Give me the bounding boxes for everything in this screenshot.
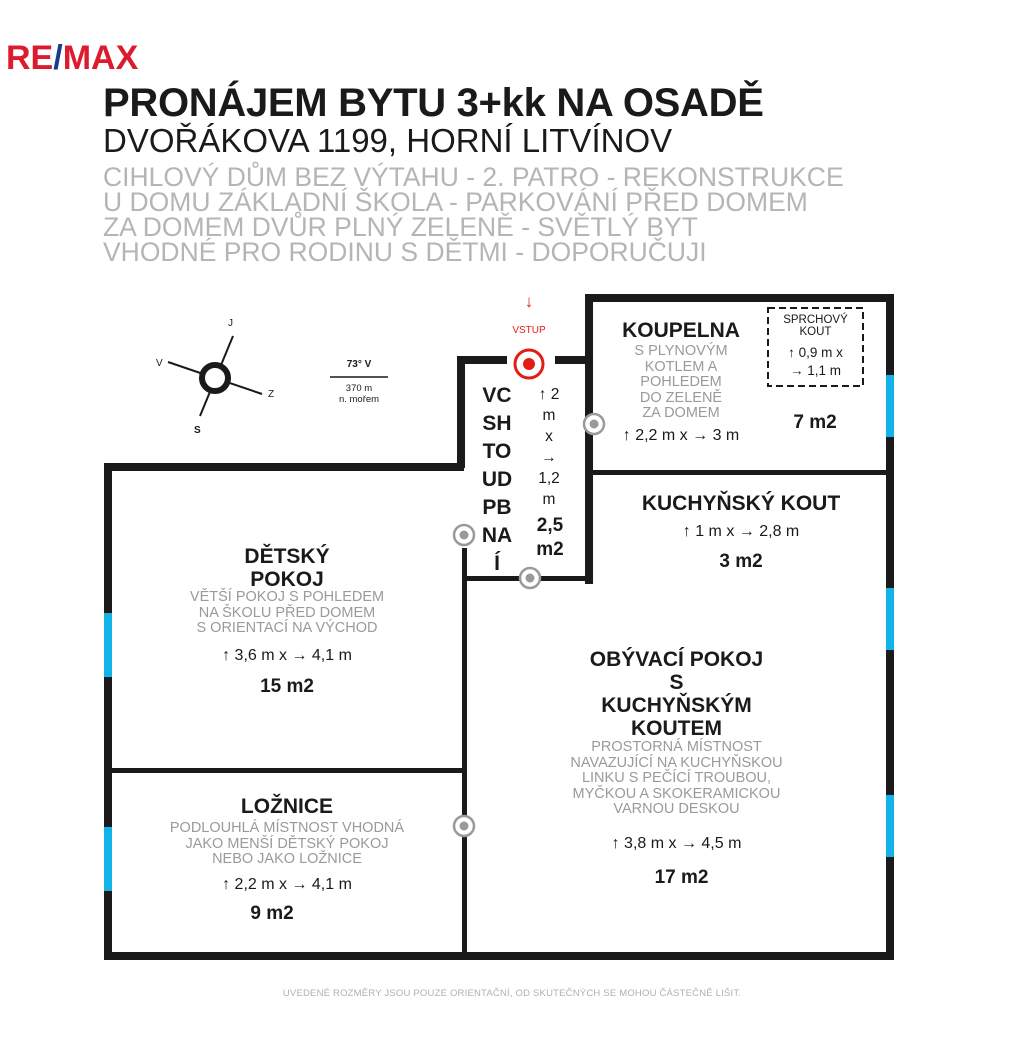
desc-line: NAVAZUJÍCÍ NA KUCHYŇSKOU [570, 754, 783, 771]
desc-line: ZA DOMEM [642, 405, 720, 421]
wall-bottom [104, 952, 894, 960]
wall-bathroom-left [585, 294, 593, 584]
compass-label-v: V [156, 358, 163, 369]
desc-line: NEBO JAKO LOŽNICE [212, 851, 362, 867]
room-dims-loznice: ↑ 2,2 m x → 4,1 m [222, 876, 352, 893]
hallway-letter-row: TO [482, 440, 512, 463]
title-line: KUCHYŇSKÝM [601, 694, 752, 717]
footer-disclaimer: UVEDENÉ ROZMĚRY JSOU POUZE ORIENTAČNÍ, OD SKUTEČNÝCH SE MOHOU ČÁSTEČNĚ LIŠIT. [282, 988, 742, 999]
title-line: OBÝVACÍ POKOJ [589, 648, 764, 671]
room-desc-obyvaci-pokoj [467, 740, 886, 818]
altitude-value: 370 m [345, 383, 373, 394]
wall-top-left [104, 463, 464, 471]
window [886, 588, 894, 650]
room-title-kuchynsky-kout: KUCHYŇSKÝ KOUT [641, 492, 841, 515]
room-desc-loznice [112, 821, 462, 868]
window [104, 827, 112, 891]
hallway-dim-line: m [542, 407, 556, 424]
desc-line: PROSTORNÁ MÍSTNOST [591, 739, 762, 755]
room-area-loznice: 9 m2 [250, 903, 294, 924]
shower-dim-line: → 1,1 m [789, 363, 841, 378]
hallway-dim-line: m [542, 491, 556, 508]
compass-label-j: J [228, 318, 233, 329]
logo-text-right: MAX [62, 39, 139, 77]
entry-arrow: ↓ [524, 292, 534, 311]
hallway-area-value: 2,5 [536, 515, 564, 536]
hallway-dim-line: 1,2 [538, 470, 560, 487]
entry-label: VSTUP [512, 325, 546, 336]
room-area-detsky-pokoj: 15 m2 [260, 676, 314, 697]
desc-line: JAKO MENŠÍ DĚTSKÝ POKOJ [185, 835, 389, 852]
shower-dim-line: ↑ 0,9 m x [788, 345, 843, 360]
room-desc-koupelna [600, 344, 762, 422]
title-line: S [669, 671, 684, 694]
desc-line: PODLOUHLÁ MÍSTNOST VHODNÁ [169, 820, 405, 836]
window [886, 375, 894, 437]
desc-line: S ORIENTACÍ NA VÝCHOD [196, 620, 378, 636]
shower-label-line: KOUT [799, 326, 832, 338]
altitude-unit: n. mořem [338, 394, 380, 405]
window [104, 613, 112, 677]
wall-bedroom-top [112, 768, 464, 773]
desc-line: S PLYNOVÝM [634, 343, 728, 359]
hallway-letter-row: SH [482, 412, 512, 435]
desc-line: KOTLEM A [644, 358, 718, 375]
desc-line: POHLEDEM [640, 374, 722, 390]
compass-label-z: Z [268, 389, 275, 400]
room-area-hallway [528, 514, 572, 562]
logo-text-left: RE [6, 39, 54, 77]
room-area-kuchynsky-kout: 3 m2 [719, 551, 763, 572]
altitude [326, 383, 392, 405]
orientation-angle: 73° V [346, 359, 372, 370]
room-title-koupelna: KOUPELNA [622, 319, 740, 342]
room-desc-detsky-pokoj [112, 590, 462, 637]
page-title: PRONÁJEM BYTU 3+kk NA OSADĚ [103, 81, 764, 125]
description-line: U DOMU ZÁKLADNÍ ŠKOLA - PARKOVÁNÍ PŘED DOMEM [103, 187, 808, 217]
shower-corner-dims [770, 344, 861, 380]
desc-line: LINKU S PEČÍCÍ TROUBOU, [581, 770, 772, 786]
room-title-loznice: LOŽNICE [240, 795, 334, 818]
hallway-dim-line: ↑ 2 [538, 386, 560, 403]
window [886, 795, 894, 857]
desc-line: NA ŠKOLU PŘED DOMEM [198, 604, 376, 621]
desc-line: VĚTŠÍ POKOJ S POHLEDEM [189, 589, 385, 605]
hallway-area-unit: m2 [536, 539, 564, 560]
hallway-letter-row: VC [482, 384, 512, 407]
shower-label-line: SPRCHOVÝ [783, 314, 848, 326]
wall-bathroom-bottom [593, 470, 886, 475]
hallway-letter-row: Í [494, 552, 500, 575]
title-line: POKOJ [250, 568, 324, 591]
shower-corner-label [770, 314, 861, 338]
description-line: ZA DOMEM DVŮR PLNÝ ZELENĚ - SVĚTLÝ BYT [103, 212, 698, 242]
hallway-dim-line: x [545, 428, 553, 445]
room-dims-kuchynsky-kout: ↑ 1 m x → 2,8 m [682, 523, 800, 540]
room-dims-hallway [532, 384, 566, 510]
entry-icon[interactable] [515, 350, 543, 378]
door-icon[interactable] [454, 525, 474, 545]
wall-hallway-left-top [457, 356, 465, 468]
title-line: DĚTSKÝ [244, 545, 330, 568]
description-line: CIHLOVÝ DŮM BEZ VÝTAHU - 2. PATRO - REKONSTRUKCE [103, 162, 844, 192]
door-icon[interactable] [520, 568, 540, 588]
desc-line: DO ZELENĚ [639, 389, 723, 406]
room-title-detsky-pokoj [112, 545, 462, 591]
title-line: KOUTEM [631, 717, 722, 740]
room-title-obyvaci-pokoj [467, 648, 886, 740]
room-dims-detsky-pokoj: ↑ 3,6 m x → 4,1 m [222, 647, 352, 664]
hallway-letter-row: UD [481, 468, 513, 491]
hallway-letter-row: PB [482, 496, 512, 519]
room-title-hallway [474, 382, 520, 578]
desc-line: MYČKOU A SKOKERAMICKOU [572, 785, 781, 802]
description-line: VHODNÉ PRO RODINU S DĚTMI - DOPORUČUJI [103, 237, 707, 267]
compass-icon [168, 336, 262, 416]
address: DVOŘÁKOVA 1199, HORNÍ LITVÍNOV [103, 122, 673, 159]
room-dims-obyvaci-pokoj: ↑ 3,8 m x → 4,5 m [611, 835, 742, 852]
room-area-koupelna: 7 m2 [793, 412, 837, 433]
room-dims-koupelna: ↑ 2,2 m x → 3 m [622, 427, 740, 444]
logo-slash: / [53, 39, 63, 77]
room-area-obyvaci-pokoj: 17 m2 [654, 867, 709, 888]
hallway-letter-row: NA [481, 524, 513, 547]
wall-top-bathroom [585, 294, 894, 302]
compass-label-s: S [194, 425, 201, 436]
desc-line: VARNOU DESKOU [613, 801, 740, 817]
hallway-dim-line: → [541, 449, 557, 466]
